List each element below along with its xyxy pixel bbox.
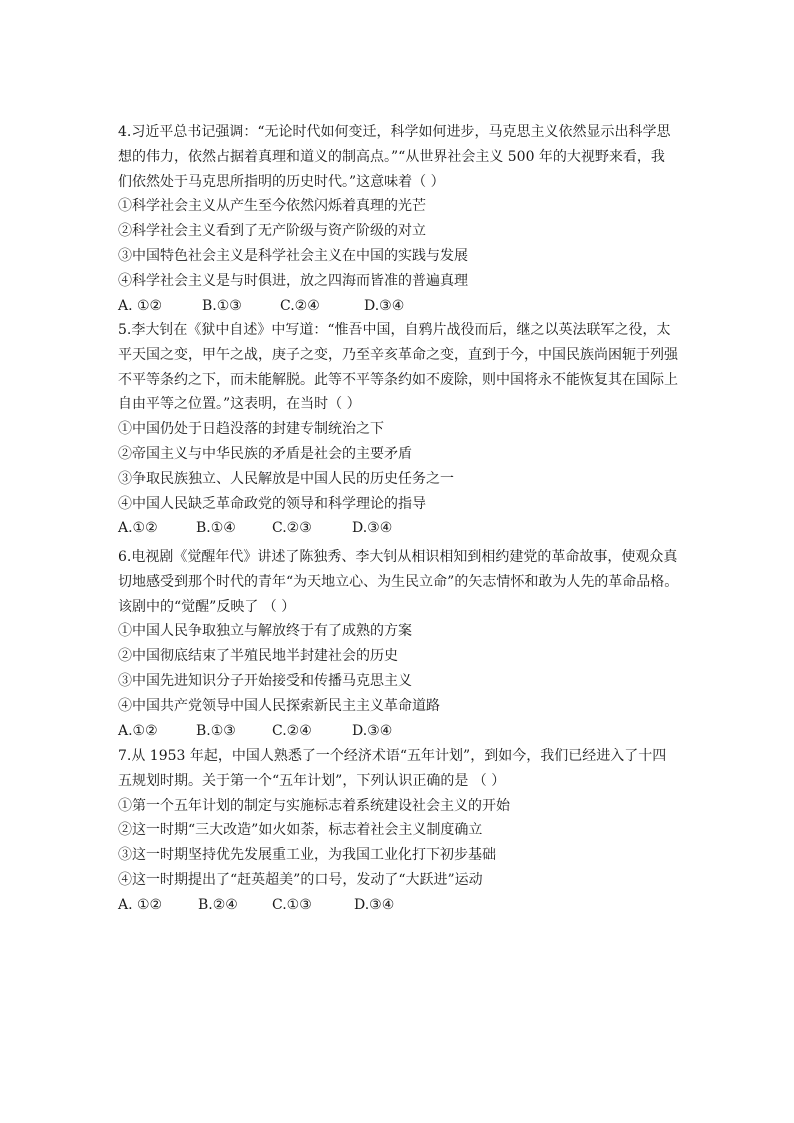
answer-choice-c: C.②④ <box>280 297 320 314</box>
question-stem-line: 4.习近平总书记强调：“无论时代如何变迁，科学如何进步，马克思主义依然显示出科学思 <box>118 124 671 140</box>
statement-option: ①中国仍处于日趋没落的封建专制统治之下 <box>118 421 384 438</box>
answer-choice-d: D.③④ <box>364 297 405 314</box>
statement-option: ②这一时期“三大改造”如火如荼，标志着社会主义制度确立 <box>118 822 483 839</box>
question-stem-line: 平天国之变，甲午之战，庚子之变，乃至辛亥革命之变，直到于今，中国民族尚困轭于列强 <box>118 346 678 363</box>
statement-option: ②中国彻底结束了半殖民地半封建社会的历史 <box>118 648 398 665</box>
answer-choice-d: D.③④ <box>352 722 393 739</box>
answer-choices <box>118 516 684 541</box>
question-stem-line: 7.从 1953 年起，中国人熟悉了一个经济术语“五年计划”，到如今，我们已经进入了十四 <box>118 748 667 764</box>
answer-choices <box>118 719 684 744</box>
answer-choice-b: B.②④ <box>198 896 238 913</box>
question-stem-line: 们依然处于马克思所指明的历史时代。”这意味着（ ） <box>118 173 445 190</box>
answer-choice-c: C.①③ <box>272 896 312 913</box>
statement-option: ②帝国主义与中华民族的矛盾是社会的主要矛盾 <box>118 445 412 462</box>
statement-option: ②科学社会主义看到了无产阶级与资产阶级的对立 <box>118 223 426 240</box>
answer-choice-b: B.①③ <box>196 722 236 739</box>
statement-option: ③这一时期坚持优先发展重工业，为我国工业化打下初步基础 <box>118 847 496 864</box>
answer-choice-b: B.①④ <box>196 520 236 537</box>
answer-choice-a: A. ①② <box>118 297 163 314</box>
question-stem-line: 切地感受到那个时代的青年“为天地立心、为生民立命”的矢志情怀和敢为人先的革命品格。 <box>118 573 679 590</box>
statement-option: ①科学社会主义从产生至今依然闪烁着真理的光芒 <box>118 198 426 215</box>
statement-option: ④中国人民缺乏革命政党的领导和科学理论的指导 <box>118 495 426 512</box>
question-5 <box>118 318 684 541</box>
statement-option: ①中国人民争取独立与解放终于有了成熟的方案 <box>118 623 412 640</box>
answer-choice-c: C.②④ <box>272 722 312 739</box>
answer-choice-d: D.③④ <box>354 896 395 913</box>
answer-choices <box>118 294 684 319</box>
answer-choice-a: A.①② <box>118 520 158 537</box>
statement-option: ④科学社会主义是与时俱进，放之四海而皆准的普遍真理 <box>118 272 468 289</box>
statement-option: ①第一个五年计划的制定与实施标志着系统建设社会主义的开始 <box>118 797 510 814</box>
statement-option: ③中国特色社会主义是科学社会主义在中国的实践与发展 <box>118 247 468 264</box>
question-stem-line: 五规划时期。关于第一个“五年计划”，下列认识正确的是 （ ） <box>118 772 506 789</box>
statement-option: ④这一时期提出了“赶英超美”的口号，发动了“大跃进”运动 <box>118 871 483 888</box>
statement-option: ③中国先进知识分子开始接受和传播马克思主义 <box>118 672 412 689</box>
question-4 <box>118 120 684 318</box>
statement-option: ④中国共产党领导中国人民探索新民主主义革命道路 <box>118 697 440 714</box>
answer-choices <box>118 893 684 918</box>
answer-choice-a: A. ①② <box>118 896 163 913</box>
question-stem-line: 想的伟力，依然占据着真理和道义的制高点。”“从世界社会主义 500 年的大视野来看，我 <box>118 148 665 165</box>
question-stem-line: 该剧中的“觉醒”反映了 （ ） <box>118 598 296 615</box>
question-stem-line: 5.李大钊在《狱中自述》中写道：“惟吾中国，自鸦片战役而后，继之以英法联军之役，太 <box>118 322 671 338</box>
question-stem-line: 自由平等之位置。”这表明，在当时（ ） <box>118 396 361 413</box>
question-stem-line: 不平等条约之下，而未能解脱。此等不平等条约如不废除，则中国将永不能恢复其在国际上 <box>118 371 678 388</box>
answer-choice-c: C.②③ <box>272 520 312 537</box>
question-6 <box>118 545 684 743</box>
question-stem-line: 6.电视剧《觉醒年代》讲述了陈独秀、李大钊从相识相知到相约建党的革命故事，使观众真 <box>118 549 678 565</box>
answer-choice-d: D.③④ <box>352 520 393 537</box>
statement-option: ③争取民族独立、人民解放是中国人民的历史任务之一 <box>118 470 454 487</box>
answer-choice-a: A.①② <box>118 722 158 739</box>
answer-choice-b: B.①③ <box>202 297 242 314</box>
question-7 <box>118 744 684 918</box>
